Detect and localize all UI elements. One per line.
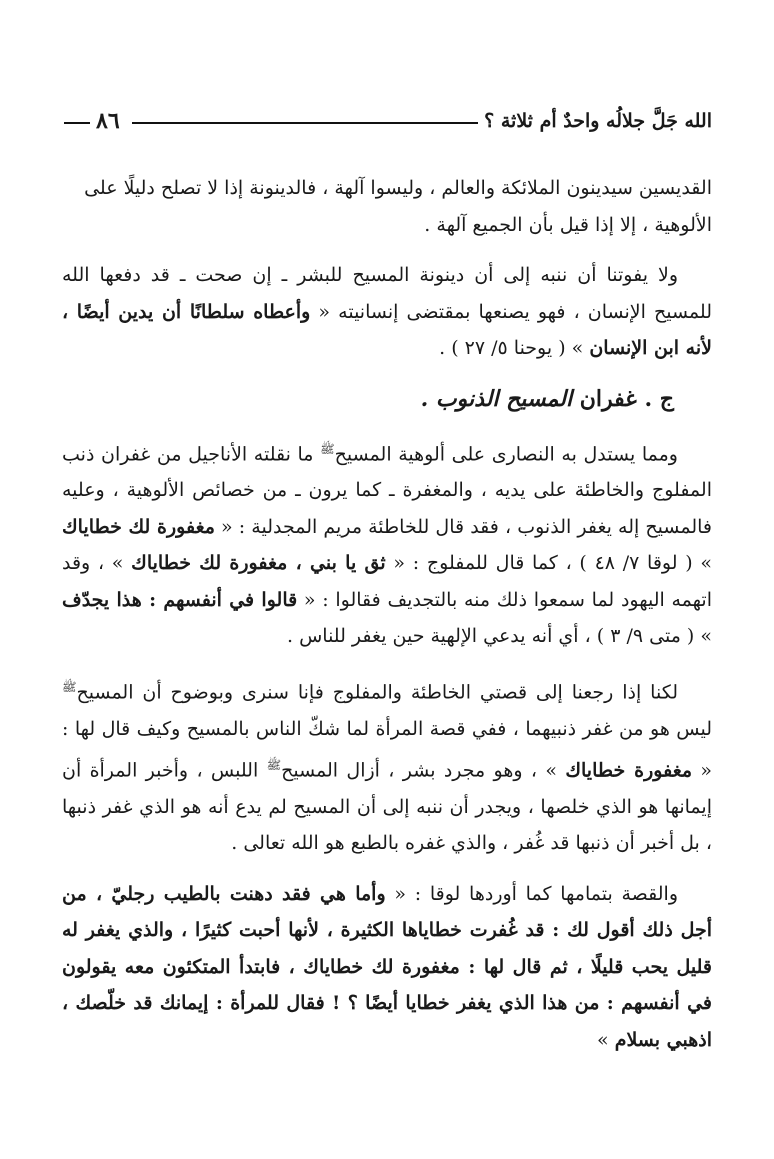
running-title: الله جَلَّ جلالُه واحدٌ أم ثلاثة ؟ <box>484 110 712 132</box>
paragraph-4-quote: مغفورة خطاياك <box>565 759 693 782</box>
header-rule-short <box>64 122 90 124</box>
paragraph-1 <box>62 170 712 243</box>
section-heading-prefix: ج . غفران <box>579 385 674 412</box>
page-number: ٨٦ <box>96 108 120 134</box>
paragraph-5-text-c: » <box>597 1028 615 1051</box>
paragraph-4 <box>62 669 712 862</box>
paragraph-4-text-b: ليس هو من غفر ذنبيهما ، ففي قصة المرأة لما شكّ الناس بالمسيح وكيف قال لها : « <box>62 717 713 782</box>
section-heading-slanted: المسيح الذنوب . <box>420 385 580 412</box>
paragraph-2 <box>62 257 712 367</box>
paragraph-1-line-1: القديسين سيدينون الملائكة والعالم ، وليسوا آلهة ، فالدينونة إذا لا تصلح دليلًا على <box>84 177 712 199</box>
paragraph-5-text-a: والقصة بتمامها كما أوردها لوقا : « <box>385 882 678 905</box>
paragraph-3 <box>62 431 712 655</box>
running-header <box>64 100 712 134</box>
paragraph-2-citation: » ( يوحنا ٥/ ٢٧ ) . <box>439 337 590 359</box>
paragraph-2-text: ولا يفوتنا أن ننبه إلى أن دينونة المسيح للبشر ـ إن صحت ـ قد دفعها الله للمسيح الإنسان ، فهو يصنعها بمقتضى إنسانيته « <box>62 264 712 323</box>
header-rule-long <box>132 122 479 124</box>
paragraph-3-text-d: » ( لوقا ٧/ ٤٨ ) ، كما قال للمفلوج : « <box>385 552 712 575</box>
paragraph-4-text-d: » ، وهو مجرد بشر ، أزال المسيح <box>281 759 566 782</box>
paragraph-3-text-h: » ( متى ٩/ ٣ ) ، أي أنه يدعي الإلهية حين يغفر للناس . <box>287 625 712 648</box>
honorific-glyph: ﷺ <box>320 441 335 456</box>
paragraph-3-quote-1: مغفورة لك خطاياك <box>62 515 215 538</box>
paragraph-3-quote-2: ثق يا بني ، مغفورة لك خطاياك <box>131 552 386 575</box>
page-body <box>62 170 712 1072</box>
honorific-glyph: ﷺ <box>62 679 77 694</box>
section-heading <box>62 381 712 417</box>
paragraph-1-line-2: الألوهية ، إلا إذا قيل بأن الجميع آلهة . <box>424 213 712 236</box>
paragraph-3-quote-3: قالوا في أنفسهم : هذا يجدّف <box>62 588 298 611</box>
paragraph-3-text-f: » ، وقد اتهمه اليهود لما سمعوا ذلك منه بالتجديف فقالوا : « <box>62 552 712 611</box>
paragraph-5 <box>62 876 712 1059</box>
paragraph-2-quote: وأعطاه سلطانًا أن يدين أيضًا ، لأنه ابن الإنسان <box>62 300 712 359</box>
paragraph-5-quote: وأما هي فقد دهنت بالطيب رجليّ ، من أجل ذلك أقول لك : قد غُفرت خطاياها الكثيرة ، لأنها أحبت كثيرًا ، والذي يغفر له قليل يحب قليلًا ، ثم قال لها : مغفورة لك خطاياك ، فابتدأ المتكئون معه يقولون في أنفسهم : من هذا الذي يغفر خطايا أيضًا ؟ ! فقال للمرأة : إيمانك قد خلّصك ، اذهبي بسلام <box>62 882 712 1051</box>
paragraph-3-text-a: ومما يستدل به النصارى على ألوهية المسيح <box>334 442 678 465</box>
paragraph-4-text-e: اللبس ، وأخبر المرأة أن إيمانها هو الذي خلصها ، ويجدر أن ننبه إلى أن المسيح لم يدع أنه هو الذي غفر ذنبها ، بل أخبر أن ذنبها قد غُفر ، والذي غفره بالطبع هو الله تعالى . <box>62 759 712 855</box>
paragraph-3-text-b: ما نقلته الأناجيل من غفران ذنب المفلوج والخاطئة على يديه ، والمغفرة ـ كما يرون ـ من خصائص الألوهية ، وعليه فالمسيح إله يغفر الذنوب ، فقد قال للخاطئة مريم المجدلية : « <box>62 442 712 538</box>
honorific-glyph: ﷺ <box>266 758 282 773</box>
paragraph-4-text-a: لكنا إذا رجعنا إلى قصتي الخاطئة والمفلوج فإنا سنرى وبوضوح أن المسيح <box>76 681 678 704</box>
